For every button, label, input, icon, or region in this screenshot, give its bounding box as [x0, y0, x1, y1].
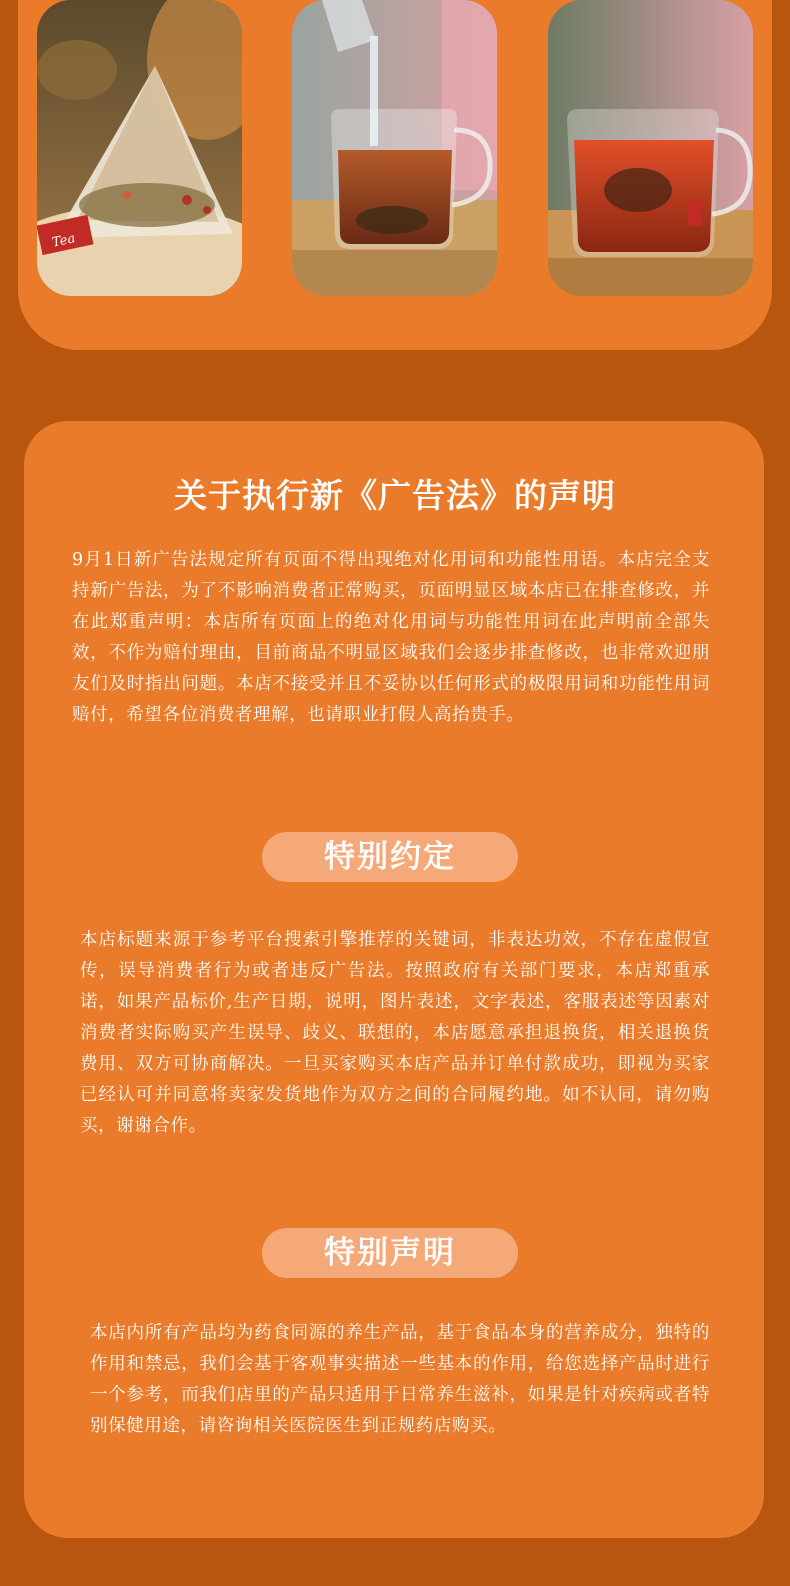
special-agreement-heading: 特别约定 [262, 832, 518, 882]
declaration-text: 9月1日新广告法规定所有页面不得出现绝对化用词和功能性用语。本店完全支持新广告法，为了不影响消费者正常购买，页面明显区域本店已在排查修改，并在此郑重声明：本店所有页面上的绝对化用词与功能性用词在此声明前全部失效，不作为赔付理由，目前商品不明显区域我们会逐步排查修改，也非常欢迎朋友们及时指出问题。本店不接受并且不妥协以任何形式的极限用词和功能性用词赔付，希望各位消费者理解，也请职业打假人高抬贵手。 [72, 550, 710, 725]
brewed-tea-photo [548, 0, 753, 296]
special-statement-text: 本店内所有产品均为药食同源的养生产品，基于食品本身的营养成分，独特的作用和禁忌，我们会基于客观事实描述一些基本的作用，给您选择产品时进行一个参考，而我们店里的产品只适用于日常养生滋补，如果是针对疾病或者特别保健用途，请咨询相关医院医生到正规药店购买。 [90, 1323, 710, 1436]
special-statement-heading: 特别声明 [262, 1228, 518, 1278]
special-agreement-text: 本店标题来源于参考平台搜索引擎推荐的关键词，非表达功效，不存在虚假宣传，误导消费者行为或者违反广告法。按照政府有关部门要求，本店郑重承诺，如果产品标价,生产日期，说明，图片表述，文字表述，客服表述等因素对消费者实际购买产生误导、歧义、联想的，本店愿意承担退换货，相关退换货费用、双方可协商解决。一旦买家购买本店产品并订单付款成功，即视为买家已经认可并同意将卖家发货地作为双方之间的合同履约地。如不认同，请勿购买，谢谢合作。 [80, 930, 710, 1136]
pouring-water-photo [292, 0, 497, 296]
tea-tag-logo: Tea [50, 231, 77, 251]
tea-bag-photo [37, 0, 242, 296]
declaration-title: 关于执行新《广告法》的声明 [174, 476, 616, 515]
